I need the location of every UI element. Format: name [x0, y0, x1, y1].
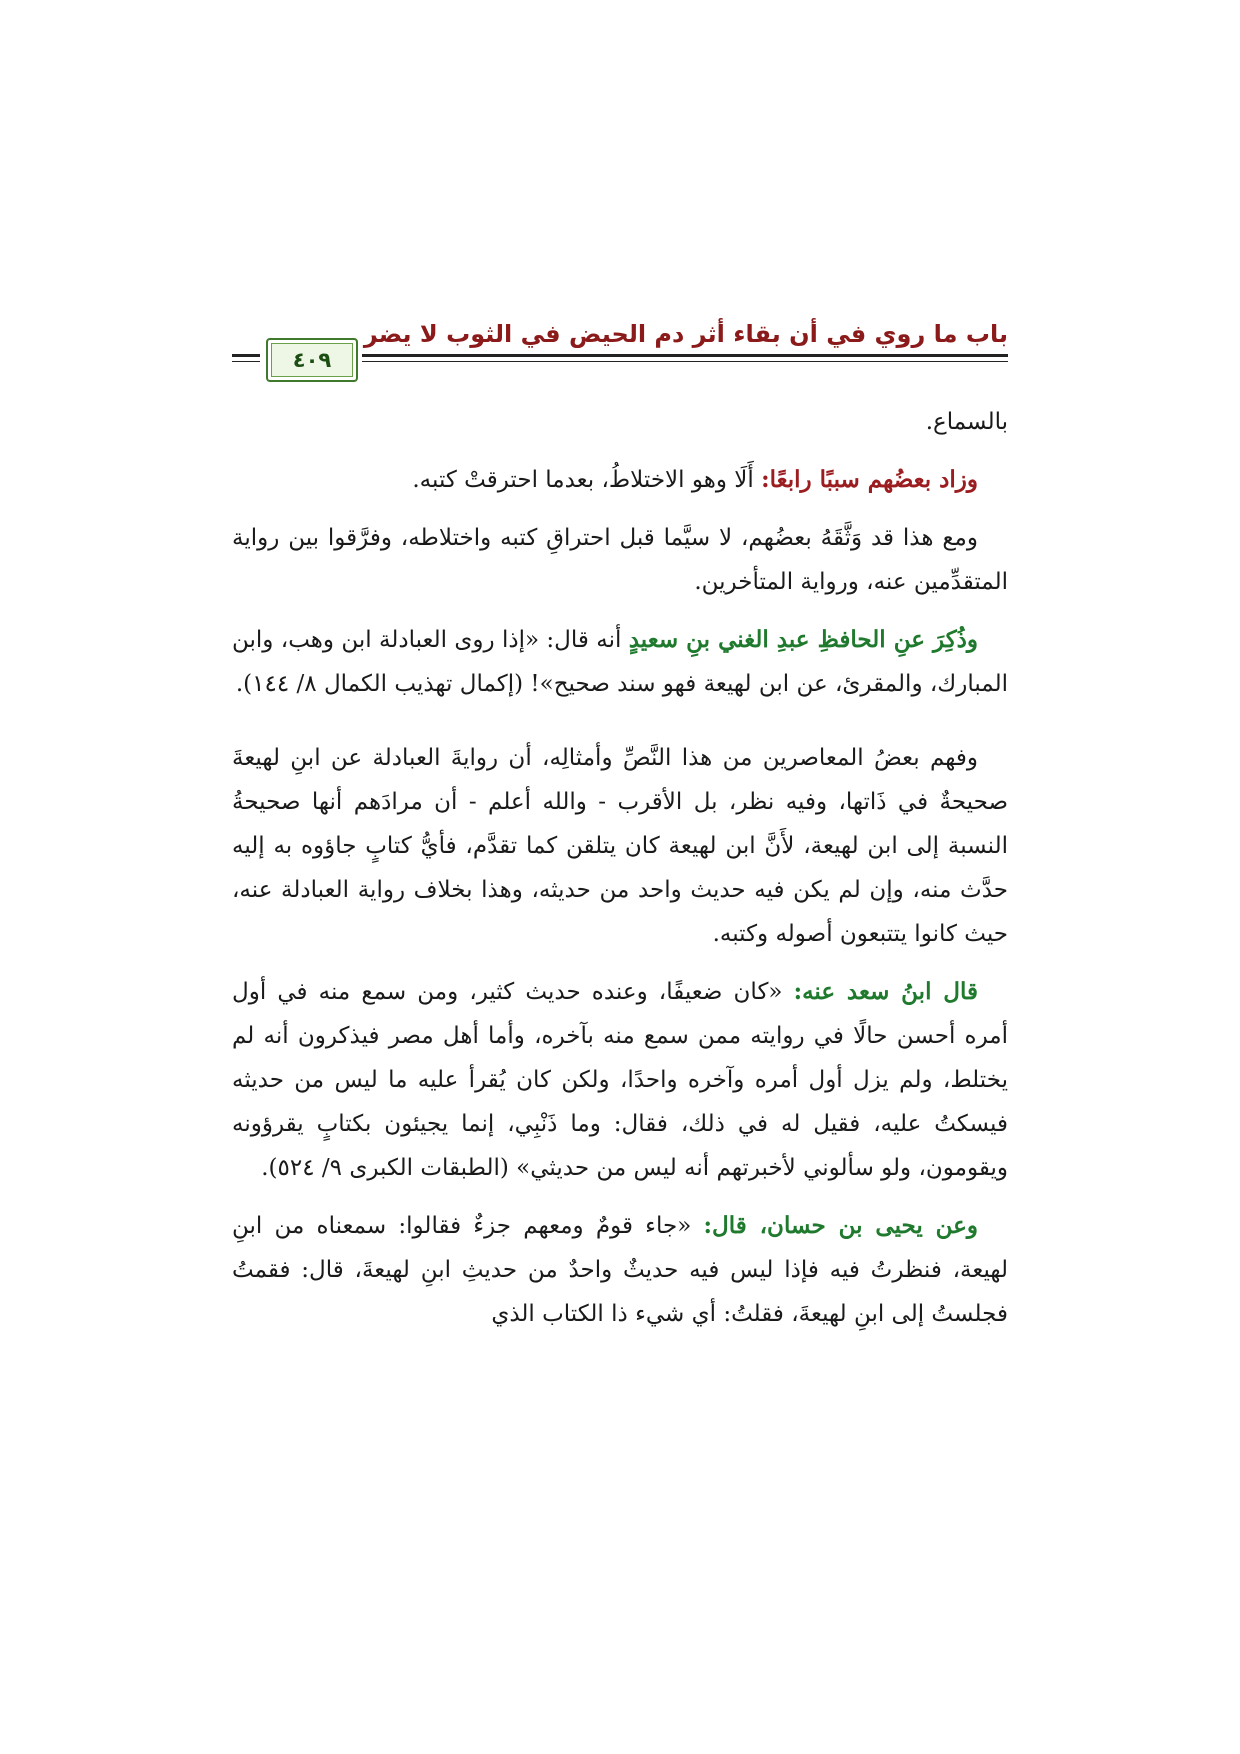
chapter-title: باب ما روي في أن بقاء أثر دم الحيض في الثوب لا يضر [363, 320, 1008, 348]
paragraph-1 [232, 400, 1008, 444]
header-rule-left-thick [232, 354, 260, 357]
paragraph-5 [232, 736, 1008, 956]
paragraph-7-text: «جاء قومٌ ومعهم جزءٌ فقالوا: سمعناه من ابنِ لهيعة، فنظرتُ فيه فإذا ليس فيه حديثٌ واحدٌ من حديثِ ابنِ لهيعةَ، قال: فقمتُ فجلستُ إلى ابنِ لهيعةَ، فقلتُ: أي شيء ذا الكتاب الذي [232, 1213, 1008, 1327]
paragraph-5-text: وفهم بعضُ المعاصرين من هذا النَّصِّ وأمثالِه، أن روايةَ العبادلة عن ابنِ لهيعةَ صحيحةٌ في ذَاتها، وفيه نظر، بل الأقرب - والله أعلم - أن مرادَهم أنها صحيحةُ النسبة إلى ابن لهيعة، لأَنَّ ابن لهيعة كان يتلقن كما تقدَّم، فأيُّ كتابٍ جاؤوه به إليه حدَّث منه، وإن لم يكن فيه حديث واحد من حديثه، وهذا بخلاف رواية العبادلة عنه، حيث كانوا يتتبعون أصوله وكتبه. [232, 745, 1008, 947]
page-number-badge [266, 338, 358, 382]
paragraph-2 [232, 458, 1008, 502]
paragraph-4-lead: وذُكِرَ عنِ الحافظِ عبدِ الغني بنِ سعيدٍ [628, 626, 978, 653]
header-rule-left-thin [232, 361, 260, 362]
paragraph-7-lead: وعن يحيى بن حسان، قال: [703, 1212, 979, 1239]
paragraph-6-lead: قال ابنُ سعد عنه: [793, 978, 978, 1005]
paragraph-7 [232, 1204, 1008, 1336]
header-rule-thin [362, 361, 1008, 362]
paragraph-4 [232, 618, 1008, 706]
body-text [232, 400, 1008, 1350]
page-header [232, 318, 1008, 388]
paragraph-2-text: أَلَا وهو الاختلاطُ، بعدما احترقتْ كتبه. [412, 467, 762, 493]
header-rule-thick [362, 354, 1008, 357]
paragraph-6 [232, 970, 1008, 1190]
paragraph-4-text: أنه قال: «إذا روى العبادلة ابن وهب، وابن المبارك، والمقرئ، عن ابن لهيعة فهو سند صحيح»! (إكمال تهذيب الكمال ٨/ ١٤٤). [232, 627, 1008, 697]
paragraph-1-text: بالسماع. [925, 409, 1008, 435]
page-number: ٤٠٩ [292, 348, 332, 372]
paragraph-3 [232, 516, 1008, 604]
paragraph-2-lead: وزاد بعضُهم سببًا رابعًا: [761, 466, 978, 493]
paragraph-3-text: ومع هذا قد وَثَّقَهُ بعضُهم، لا سيَّما قبل احتراقِ كتبه واختلاطه، وفرَّقوا بين رواية المتقدِّمين عنه، ورواية المتأخرين. [232, 525, 1008, 595]
paragraph-6-text: «كان ضعيفًا، وعنده حديث كثير، ومن سمع منه في أول أمره أحسن حالًا في روايته ممن سمع منه بآخره، وأما أهل مصر فيذكرون أنه لم يختلط، ولم يزل أول أمره وآخره واحدًا، ولكن كان يُقرأ عليه ما ليس من حديثه فيسكتُ عليه، فقيل له في ذلك، فقال: وما ذَنْبِي، إنما يجيئون بكتابٍ يقرؤونه ويقومون، ولو سألوني لأخبرتهم أنه ليس من حديثي» (الطبقات الكبرى ٩/ ٥٢٤). [232, 979, 1008, 1181]
